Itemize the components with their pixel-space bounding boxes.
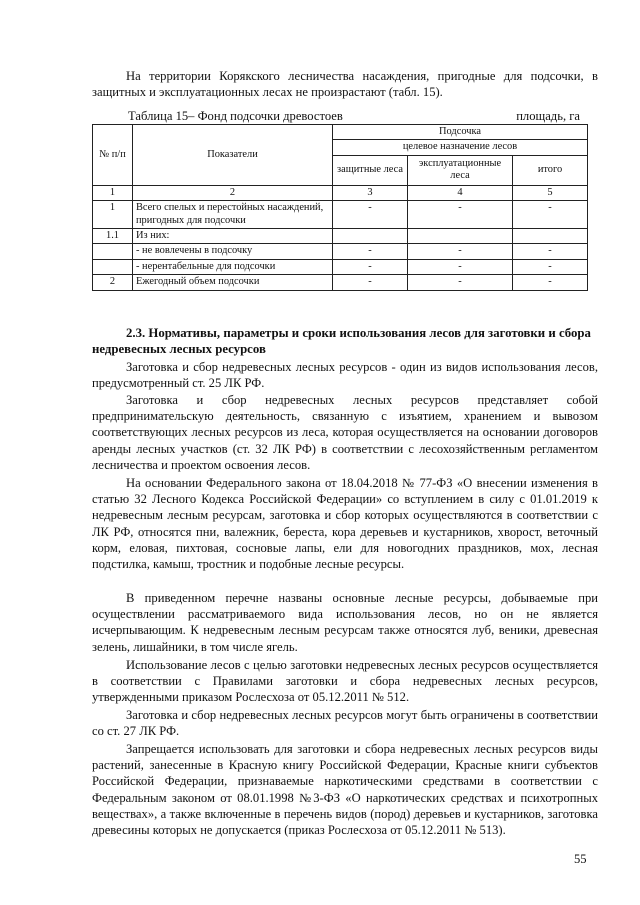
table-caption-unit: площадь, га (516, 109, 580, 123)
row-value-protective: - (333, 275, 408, 290)
row-value-operational: - (408, 275, 513, 290)
column-number: 4 (408, 185, 513, 200)
row-value-protective: - (333, 201, 408, 229)
row-value-total: - (513, 275, 588, 290)
section-heading: 2.3. Нормативы, параметры и сроки использования лесов для заготовки и сбора недревесных лесных ресурсов (92, 326, 591, 357)
row-num: 2 (93, 275, 133, 290)
row-num (93, 259, 133, 274)
row-value-protective (333, 229, 408, 244)
column-number-row (93, 185, 588, 200)
fund-table (92, 124, 588, 291)
header-subgroup: целевое назначение лесов (333, 140, 588, 155)
row-value-total: - (513, 259, 588, 274)
row-label: Всего спелых и перестойных насаждений, пригодных для подсочки (133, 201, 333, 229)
row-value-operational (408, 229, 513, 244)
table-row (93, 259, 588, 274)
header-total: итого (513, 155, 588, 185)
body-paragraph: Запрещается использовать для заготовки и сбора недревесных лесных ресурсов виды растений, занесенные в Красную книгу Российской Федерации, Красные книги субъектов Российской Федерации, признаваемые наркотическими средствами в соответствии с Федеральным законом от 08.01.1998 №3-ФЗ «О наркотических средствах и психотропных веществах», а также включенные в перечень видов (пород) деревьев и кустарников, заготовка древесины которых не допускается (приказ Рослесхоза от 05.12.2011 № 513). (92, 742, 598, 838)
row-value-total (513, 229, 588, 244)
row-value-operational: - (408, 244, 513, 259)
body-paragraph: Заготовка и сбор недревесных лесных ресурсов - один из видов использования лесов, предусмотренный ст. 25 ЛК РФ. (92, 360, 598, 391)
body-paragraph: Использование лесов с целью заготовки недревесных лесных ресурсов осуществляется в соответствии с Правилами заготовки и сбора недревесных лесных ресурсов, утвержденными приказом Рослесхоза от 05.12.2011 № 512. (92, 658, 598, 705)
column-number: 3 (333, 185, 408, 200)
page-number: 55 (574, 852, 587, 866)
header-indicators: Показатели (133, 125, 333, 186)
body-paragraph: Заготовка и сбор недревесных лесных ресурсов представляет собой предпринимательскую деятельность, связанную с изъятием, хранением и вывозом соответствующих лесных ресурсов из леса, которая осуществляется на основании договоров аренды лесных участков (ст. 32 ЛК РФ) в соответствии с лесохозяйственным регламентом лесничества и проектом освоения лесов. (92, 393, 598, 472)
row-value-operational: - (408, 201, 513, 229)
row-label: Из них: (133, 229, 333, 244)
row-value-protective: - (333, 244, 408, 259)
column-number: 2 (133, 185, 333, 200)
row-value-operational: - (408, 259, 513, 274)
row-value-total: - (513, 244, 588, 259)
table-caption (128, 108, 580, 124)
table-row (93, 244, 588, 259)
table-row (93, 201, 588, 229)
row-value-total: - (513, 201, 588, 229)
row-num: 1 (93, 201, 133, 229)
row-num (93, 244, 133, 259)
table-header-row (93, 125, 588, 140)
row-num: 1.1 (93, 229, 133, 244)
header-protective: защитные леса (333, 155, 408, 185)
row-label: - нерентабельные для подсочки (133, 259, 333, 274)
header-group: Подсочка (333, 125, 588, 140)
header-operational: эксплуатационные леса (408, 155, 513, 185)
table-row (93, 275, 588, 290)
table-row (93, 229, 588, 244)
row-label: Ежегодный объем подсочки (133, 275, 333, 290)
body-paragraph: В приведенном перечне названы основные лесные ресурсы, добываемые при осуществлении рассматриваемого вида использования лесов, но он не является исчерпывающим. К недревесным лесным ресурсам также относятся луб, веники, древесная зелень, лишайники, в том числе ягель. (92, 591, 598, 654)
table-caption-title: Таблица 15– Фонд подсочки древостоев (128, 109, 343, 123)
intro-paragraph: На территории Корякского лесничества насаждения, пригодные для подсочки, в защитных и эксплуатационных лесах не произрастают (табл. 15). (92, 69, 598, 100)
row-value-protective: - (333, 259, 408, 274)
body-paragraph: Заготовка и сбор недревесных лесных ресурсов могут быть ограничены в соответствии со ст. 27 ЛК РФ. (92, 708, 598, 739)
row-label: - не вовлечены в подсочку (133, 244, 333, 259)
column-number: 1 (93, 185, 133, 200)
column-number: 5 (513, 185, 588, 200)
header-num: № п/п (93, 125, 133, 186)
body-paragraph: На основании Федерального закона от 18.04.2018 № 77-ФЗ «О внесении изменения в статью 32 Лесного Кодекса Российской Федерации» со вступлением в силу с 01.01.2019 к недревесным лесным ресурсам, заготовка и сбор которых осуществляются в соответствии с ЛК РФ, относятся пни, валежник, береста, кора деревьев и кустарников, хворост, веточный корм, еловая, пихтовая, сосновые лапы, ели для новогодних праздников, мох, лесная подстилка, камыш, тростник и подобные лесные ресурсы. (92, 476, 598, 572)
